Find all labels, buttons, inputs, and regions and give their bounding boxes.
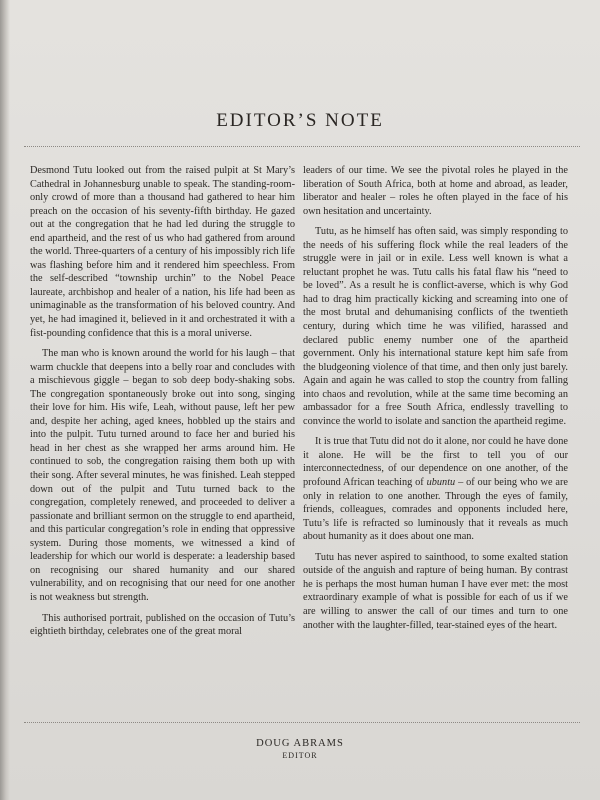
paragraph-2: The man who is known around the world for his laugh – that warm chuckle that deepens into a belly roar and concludes with a mischievous giggle – began to sob deep body-shaking sobs. The congregation spontaneously broke out into song, singing their love for him. His wife, Leah, without pause, left her pew and, despite her aching, aged knees, hobbled up the stairs and into the pulpit. Tutu turned around to face her and buried his head in her chest as she wrapped her arms around him. He continued to sob, the congregation raising them both up with their song. After several minutes, he was finished. Leah stepped down out of the pulpit and Tutu turned back to the congregation, completely renewed, and proceeded to deliver a passionate and brilliant sermon on the struggle to end apartheid, and this particular congregation’s role in ending that oppressive system. During those moments, we witnessed a kind of leadership for which our world is desperate: a leadership based on recognising our shared humanity and our shared vulnerability, and on recognising that our need for one another is not weakness but strength. xyxy=(30,348,295,603)
left-column xyxy=(30,164,295,646)
paragraph-1: Desmond Tutu looked out from the raised pulpit at St Mary’s Cathedral in Johannesburg unable to speak. The standing-room-only crowd of more than a thousand had gathered to hear him preach on the occasion of his seventy-fifth birthday. He gazed out at the congregation that he had led during the struggle to end apartheid, and the rest of us who had gathered from around the world. Three-quarters of a century of his impossibly rich life was flashing before him and it rendered him speechless. From the self-described “township urchin” to the Nobel Peace laureate, archbishop and healer of a nation, his life had been as unimaginable as the transformation of his beloved country. And yet, he had imagined it, believed in it and orchestrated it with a fist-pounding confidence that this is a moral universe. xyxy=(30,165,295,339)
paragraph-3-continued: leaders of our time. We see the pivotal roles he played in the liberation of South Africa, both at home and abroad, as leader, liberator and healer – roles he often played in the face of his own hesitation and uncertainty. xyxy=(303,165,568,217)
paragraph-6: Tutu has never aspired to sainthood, to some exalted station outside of the anguish and rapture of being human. By contrast he is perhaps the most human human I have ever met: the most extraordinary example of what is possible for each of us if we are willing to answer the call of our times and turn to one another with the laughter-filled, tear-stained eyes of the heart. xyxy=(303,551,568,631)
paragraph-3-start: This authorised portrait, published on the occasion of Tutu’s eightieth birthday, celebrates one of the great moral xyxy=(30,612,295,638)
paragraph-4: Tutu, as he himself has often said, was simply responding to the needs of his suffering flock while the real leaders of the struggle were in jail or in exile. Less well known is what a reluctant prophet he was. Tutu calls his fatal flaw his “need to be loved”. As a result he is conflict-averse, which is why God had to drag him practically kicking and screaming into one of the most brutal and dehumanising conflicts of the twentieth century, during which time he was vilified, harassed and declared public enemy number one of the apartheid government. Only his international stature kept him safe from the bludgeoning violence of that time, and then only just barely. Again and again he was called to stop the country from falling into chaos and revolution, while at the same time becoming an ambassador for a free South Africa, endlessly travelling to convince the world to isolate and sanction the apartheid regime. xyxy=(303,226,568,427)
right-column xyxy=(303,164,568,639)
editor-role: EDITOR xyxy=(282,751,318,760)
page-title: EDITOR’S NOTE xyxy=(216,110,384,131)
top-dotted-divider xyxy=(24,146,580,147)
signature-block xyxy=(0,738,600,760)
paragraph-5: It is true that Tutu did not do it alone, nor could he have done it alone. He will be the first to tell you of our interconnectedness, of our dependence on one another, of the profound African teaching of ubuntu – of our being who we are only in relation to one another. Through the eyes of family, friends, colleagues, comrades and opponents included here, Tutu’s life is refracted so luminously that it reveals as much about humanity as it does about one man. xyxy=(303,436,568,543)
editor-name: DOUG ABRAMS xyxy=(256,738,344,749)
bottom-dotted-divider xyxy=(24,722,580,723)
